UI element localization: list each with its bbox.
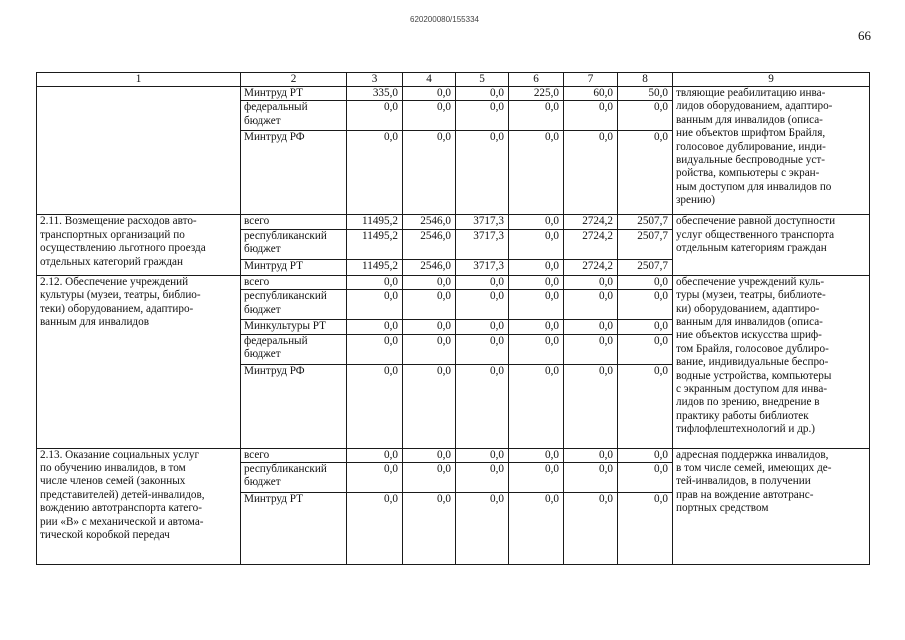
value-cell: 0,0 bbox=[509, 364, 564, 448]
value-cell: 0,0 bbox=[564, 493, 618, 565]
value-cell: 0,0 bbox=[403, 87, 456, 101]
value-cell: 0,0 bbox=[403, 101, 456, 131]
program-table bbox=[36, 72, 870, 565]
value-cell: 0,0 bbox=[456, 290, 509, 320]
value-cell: 0,0 bbox=[564, 290, 618, 320]
value-cell: 0,0 bbox=[564, 101, 618, 131]
column-header: 5 bbox=[456, 73, 509, 87]
value-cell: 0,0 bbox=[618, 448, 673, 462]
value-cell: 2724,2 bbox=[564, 229, 618, 259]
value-cell: 0,0 bbox=[347, 448, 403, 462]
value-cell: 0,0 bbox=[618, 334, 673, 364]
value-cell: 0,0 bbox=[509, 448, 564, 462]
value-cell: 0,0 bbox=[403, 463, 456, 493]
value-cell: 11495,2 bbox=[347, 259, 403, 275]
value-cell: 0,0 bbox=[347, 334, 403, 364]
value-cell: 0,0 bbox=[456, 463, 509, 493]
value-cell: 0,0 bbox=[564, 448, 618, 462]
column-header: 9 bbox=[673, 73, 870, 87]
funding-source: Минтруд РТ bbox=[241, 259, 347, 275]
value-cell: 0,0 bbox=[403, 334, 456, 364]
value-cell: 0,0 bbox=[618, 364, 673, 448]
value-cell: 0,0 bbox=[618, 275, 673, 289]
column-header: 7 bbox=[564, 73, 618, 87]
value-cell: 0,0 bbox=[618, 131, 673, 215]
table-row bbox=[37, 275, 870, 289]
funding-source: всего bbox=[241, 215, 347, 229]
value-cell: 0,0 bbox=[456, 275, 509, 289]
value-cell: 335,0 bbox=[347, 87, 403, 101]
funding-source: Минтруд РФ bbox=[241, 131, 347, 215]
column-header: 4 bbox=[403, 73, 456, 87]
funding-source: республиканский бюджет bbox=[241, 290, 347, 320]
value-cell: 0,0 bbox=[509, 320, 564, 334]
page-number: 66 bbox=[858, 28, 871, 43]
value-cell: 0,0 bbox=[403, 290, 456, 320]
activity-name: 2.12. Обеспечение учреждений культуры (музеи, театры, библио- теки) оборудованием, адаптиро- ванным для инвалидов bbox=[37, 275, 241, 448]
value-cell: 0,0 bbox=[564, 275, 618, 289]
value-cell: 2507,7 bbox=[618, 229, 673, 259]
value-cell: 0,0 bbox=[456, 101, 509, 131]
value-cell: 2724,2 bbox=[564, 259, 618, 275]
value-cell: 0,0 bbox=[347, 290, 403, 320]
value-cell: 2546,0 bbox=[403, 215, 456, 229]
value-cell: 0,0 bbox=[618, 290, 673, 320]
value-cell: 0,0 bbox=[509, 215, 564, 229]
value-cell: 2724,2 bbox=[564, 215, 618, 229]
value-cell: 0,0 bbox=[347, 131, 403, 215]
value-cell: 11495,2 bbox=[347, 215, 403, 229]
value-cell: 0,0 bbox=[509, 463, 564, 493]
expected-result: адресная поддержка инвалидов, в том числе семей, имеющих де- тей-инвалидов, в получении прав на вождение автотранс- портных средством bbox=[673, 448, 870, 564]
value-cell: 2546,0 bbox=[403, 259, 456, 275]
value-cell: 0,0 bbox=[403, 275, 456, 289]
funding-source: всего bbox=[241, 275, 347, 289]
value-cell: 0,0 bbox=[509, 275, 564, 289]
value-cell: 0,0 bbox=[347, 320, 403, 334]
value-cell: 0,0 bbox=[456, 493, 509, 565]
value-cell: 0,0 bbox=[456, 131, 509, 215]
value-cell: 0,0 bbox=[347, 463, 403, 493]
value-cell: 0,0 bbox=[509, 493, 564, 565]
header-row bbox=[37, 73, 870, 87]
funding-source: федеральный бюджет bbox=[241, 101, 347, 131]
funding-source: всего bbox=[241, 448, 347, 462]
value-cell: 0,0 bbox=[403, 364, 456, 448]
expected-result: твляющие реабилитацию инва- лидов оборудованием, адаптиро- ванным для инвалидов (описа- ние объектов шрифтом Брайля, голосовое дублирование, инди- видуальные беспроводные уст- ройства, компьютеры с экран- ным доступом для инвалидов по зрению) bbox=[673, 87, 870, 215]
value-cell: 60,0 bbox=[564, 87, 618, 101]
value-cell: 0,0 bbox=[618, 493, 673, 565]
funding-source: Минтруд РТ bbox=[241, 87, 347, 101]
value-cell: 0,0 bbox=[456, 87, 509, 101]
funding-source: федеральный бюджет bbox=[241, 334, 347, 364]
value-cell: 0,0 bbox=[564, 463, 618, 493]
value-cell: 0,0 bbox=[618, 101, 673, 131]
column-header: 8 bbox=[618, 73, 673, 87]
value-cell: 3717,3 bbox=[456, 229, 509, 259]
funding-source: республиканский бюджет bbox=[241, 229, 347, 259]
value-cell: 2507,7 bbox=[618, 259, 673, 275]
value-cell: 50,0 bbox=[618, 87, 673, 101]
expected-result: обеспечение учреждений куль- туры (музеи, театры, библиоте- ки) оборудованием, адаптиро- ванным для инвалидов (описа- ние объектов искусства шриф- том Брайля, голосовое дублиро- вание, индивидуальные беспро- водные устройства, компьютеры с экранным доступом для инва- лидов по зрению, внедрение в практику работы библиотек тифлофлештехнологий и др.) bbox=[673, 275, 870, 448]
value-cell: 0,0 bbox=[347, 101, 403, 131]
value-cell: 2507,7 bbox=[618, 215, 673, 229]
value-cell: 0,0 bbox=[403, 131, 456, 215]
table-body bbox=[37, 73, 870, 565]
document-id: 620200080/155334 bbox=[410, 15, 479, 24]
value-cell: 225,0 bbox=[509, 87, 564, 101]
funding-source: Минтруд РФ bbox=[241, 364, 347, 448]
value-cell: 0,0 bbox=[403, 448, 456, 462]
value-cell: 0,0 bbox=[456, 320, 509, 334]
value-cell: 0,0 bbox=[347, 364, 403, 448]
value-cell: 0,0 bbox=[509, 259, 564, 275]
value-cell: 0,0 bbox=[564, 131, 618, 215]
column-header: 6 bbox=[509, 73, 564, 87]
value-cell: 2546,0 bbox=[403, 229, 456, 259]
value-cell: 0,0 bbox=[456, 448, 509, 462]
value-cell: 0,0 bbox=[618, 463, 673, 493]
value-cell: 0,0 bbox=[564, 320, 618, 334]
value-cell: 3717,3 bbox=[456, 259, 509, 275]
value-cell: 0,0 bbox=[509, 290, 564, 320]
value-cell: 0,0 bbox=[347, 275, 403, 289]
value-cell: 0,0 bbox=[509, 101, 564, 131]
value-cell: 0,0 bbox=[456, 364, 509, 448]
column-header: 2 bbox=[241, 73, 347, 87]
value-cell: 3717,3 bbox=[456, 215, 509, 229]
table-row bbox=[37, 215, 870, 229]
column-header: 1 bbox=[37, 73, 241, 87]
value-cell: 0,0 bbox=[509, 131, 564, 215]
value-cell: 0,0 bbox=[403, 493, 456, 565]
value-cell: 0,0 bbox=[456, 334, 509, 364]
expected-result: обеспечение равной доступности услуг общественного транспорта отдельным категориям граждан bbox=[673, 215, 870, 275]
value-cell: 0,0 bbox=[564, 334, 618, 364]
table-row bbox=[37, 87, 870, 101]
activity-name: 2.11. Возмещение расходов авто- транспортных организаций по осуществлению льготного проезда отдельных категорий граждан bbox=[37, 215, 241, 275]
funding-source: Минтруд РТ bbox=[241, 493, 347, 565]
funding-source: республиканский бюджет bbox=[241, 463, 347, 493]
value-cell: 0,0 bbox=[509, 334, 564, 364]
value-cell: 0,0 bbox=[403, 320, 456, 334]
funding-source: Минкультуры РТ bbox=[241, 320, 347, 334]
table-row bbox=[37, 448, 870, 462]
value-cell: 0,0 bbox=[509, 229, 564, 259]
value-cell: 0,0 bbox=[618, 320, 673, 334]
column-header: 3 bbox=[347, 73, 403, 87]
value-cell: 0,0 bbox=[347, 493, 403, 565]
value-cell: 11495,2 bbox=[347, 229, 403, 259]
activity-name bbox=[37, 87, 241, 215]
value-cell: 0,0 bbox=[564, 364, 618, 448]
activity-name: 2.13. Оказание социальных услуг по обучению инвалидов, в том числе членов семей (законных представителей) детей-инвалидов, вождению автотранспорта катего- рии «B» с механической и автома- тической коробкой передач bbox=[37, 448, 241, 564]
